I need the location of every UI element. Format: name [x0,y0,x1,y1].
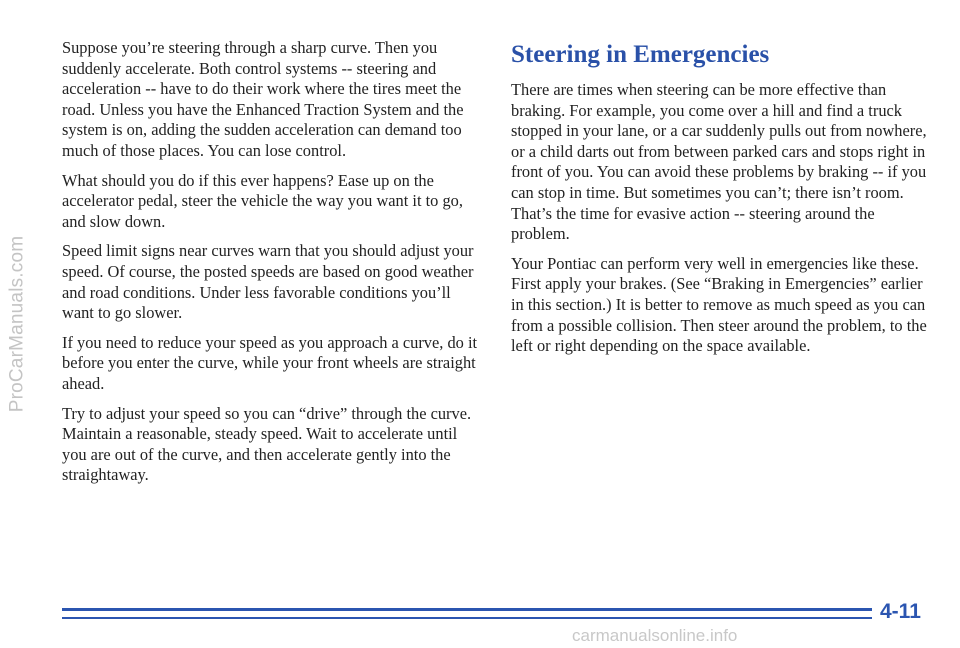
right-column [511,40,931,366]
section-heading: Steering in Emergencies [511,41,770,68]
left-paragraph-1: Suppose you’re steering through a sharp curve. Then you suddenly accelerate. Both control systems -- steering and acceleration -- have to do their work where the tires meet the road. Unless you have the Enhanced Traction System and the system is on, adding the sudden acceleration can demand too much of those places. You can lose control. [62,38,464,160]
left-column [62,38,482,495]
footer-rules [62,608,872,622]
left-paragraph-3: Speed limit signs near curves warn that you should adjust your speed. Of course, the posted speeds are based on good weather and road conditions. Under less favorable conditions you’ll want to go slower. [62,241,474,323]
left-paragraph-4: If you need to reduce your speed as you approach a curve, do it before you enter the curve, while your front wheels are straight ahead. [62,332,478,393]
left-paragraph-5: Try to adjust your speed so you can “drive” through the curve. Maintain a reasonable, steady speed. Wait to accelerate until you are out of the curve, and then accelerate gently into the straightaway. [62,403,472,485]
right-paragraph-2: Your Pontiac can perform very well in emergencies like these. First apply your brakes. (See “Braking in Emergencies” earlier in this section.) It is better to remove as much speed as you can from a possible collision. Then steer around the problem, to the left or right depending on the space available. [511,253,927,356]
page-number: 4-11 [880,600,921,623]
bottom-watermark: carmanualsonline.info [572,626,738,645]
right-paragraph-1: There are times when steering can be more effective than braking. For example, you come over a hill and find a truck stopped in your lane, or a car suddenly pulls out from nowhere, or a child darts out from between parked cars and stops right in front of you. You can avoid these problems by braking -- if you can stop in time. But sometimes you can’t; there isn’t room. That’s the time for evasive action -- steering around the problem. [511,80,927,244]
side-watermark-text: ProCarManuals.com [6,235,28,413]
footer-rule-thick [62,608,872,611]
side-watermark [2,0,32,648]
left-paragraph-2: What should you do if this ever happens? Ease up on the accelerator pedal, steer the vehicle the way you want it to go, and slow down. [62,170,463,231]
footer-rule-thin [62,617,872,619]
